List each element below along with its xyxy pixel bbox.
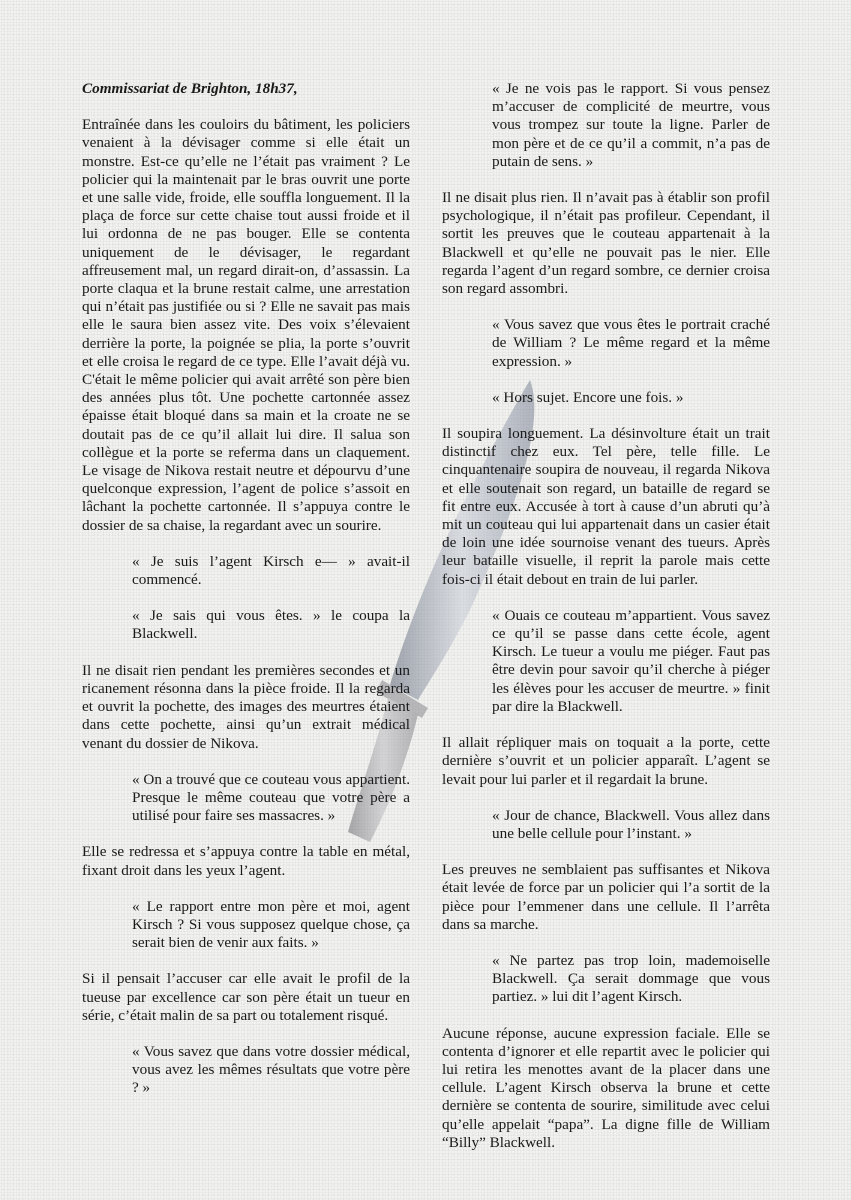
paragraph: Il allait répliquer mais on toquait a la porte, cette dernière s’ouvrit et un policier apparaît. L’agent se levait pour lui parler et il regardait la brune. [442,734,770,788]
scene-heading: Commissariat de Brighton, 18h37, [82,80,298,97]
paragraph: Il soupira longuement. La désinvolture était un trait distinctif chez eux. Tel père, telle fille. Le cinquantenaire soupira de nouveau, il regarda Nikova et elle soutenait son regard, un bataille de regard se fit entre eux. Accusée à tort à cause d’un abruti qu’à mit un couteau qui lui appartenait dans un casier était de loin une idée sournoise venant des tueurs. Après leur bataille visuelle, il reprit la parole mais cette fois-ci il était debout en train de lui parler. [442,425,770,588]
dialog-line: « Vous savez que vous êtes le portrait craché de William ? Le même regard et la même expression. » [492,316,770,370]
dialog-line: « Je suis l’agent Kirsch e— » avait-il commencé. [132,552,410,589]
dialog-line: « Le rapport entre mon père et moi, agent Kirsch ? Si vous supposez quelque chose, ça serait bien de venir aux faits. » [132,897,410,952]
left-column [82,80,410,1116]
dialog-line: « Je ne vois pas le rapport. Si vous pensez m’accuser de complicité de meurtre, vous vous trompez sur toute la ligne. Parler de mon père et de ce qu’il a commit, n’a pas de putain de sens. » [492,80,770,170]
dialog-line: « Je sais qui vous êtes. » le coupa la Blackwell. [132,607,410,643]
paragraph: Il ne disait rien pendant les premières secondes et un ricanement résonna dans la pièce froide. Il la regarda et ouvrit la pochette, des images des meurtres étaient dans cette pochette, ainsi qu’un extrait médical venant du dossier de Nikova. [82,661,410,752]
dialog-line: « Jour de chance, Blackwell. Vous allez dans une belle cellule pour l’instant. » [492,806,770,842]
dialog-line: « Vous savez que dans votre dossier médical, vous avez les mêmes résultats que votre père ? » [132,1042,410,1097]
paragraph: Entraînée dans les couloirs du bâtiment, les policiers venaient à la dévisager comme si elle était un monstre. Est-ce qu’elle ne l’était pas vraiment ? Le policier qui la maintenait par le bras ouvrit une porte et une salle vide, froide, elle souffla longuement. Il la plaça de force sur cette chaise tout aussi froide et il lui ordonna de ne pas bouger. Elle se contenta uniquement de le dévisager, le regardant affreusement mal, un regard dirait-on, d’assassin. La porte claqua et la brune restait calme, une arrestation qui n’était pas justifiée ou si ? Elle ne savait pas mais elle le saura bien assez vite. Des voix s’élevaient derrière la porte, la poignée se plia, la porte s’ouvrit et elle croisa le regard de ce type. Elle l’avait déjà vu. C'était le même policier qui avait arrêté son père bien des années plus tôt. Une pochette cartonnée assez épaisse était bloqué dans sa main et la croate ne se doutait pas de ce qu’il allait lui dire. Il salua son collègue et la porte se referma dans un claquement. Le visage de Nikova restait neutre et dépourvu d’une quelconque expression, l’agent de police s’assoit en lâchant la pochette cartonnée. Il s’appuya contre le dossier de sa chaise, la regardant avec un sourire. [82,116,410,534]
paragraph: Si il pensait l’accuser car elle avait le profil de la tueuse par excellence car son père était un tueur en série, c’était malin de sa part ou totalement risqué. [82,970,410,1024]
dialog-line: « Ouais ce couteau m’appartient. Vous savez ce qu’il se passe dans cette école, agent Kirsch. Le tueur a voulu me piéger. Faut pas être devin pour savoir qu’il cherche à piéger les élèves pour les accuser de meurtre. » finit par dire la Blackwell. [492,606,770,715]
paragraph: Aucune réponse, aucune expression faciale. Elle se contenta d’ignorer et elle repartit avec le policier qui lui retira les menottes avant de la placer dans une cellule. L’agent Kirsch observa la brune et cette dernière se contenta de sourire, similitude avec celui qu’elle appelait “papa”. La digne fille de William “Billy” Blackwell. [442,1024,770,1151]
paragraph: Les preuves ne semblaient pas suffisantes et Nikova était levée de force par un policier qui l’a sortit de la pièce pour l’emmener dans une cellule. Il l’arrêta dans sa marche. [442,861,770,933]
paragraph: Il ne disait plus rien. Il n’avait pas à établir son profil psychologique, il n’était pas profileur. Cependant, il sortit les preuves que le couteau appartenait à la Blackwell et qu’elle ne pouvait pas le nier. Elle regarda l’agent d’un regard sombre, ce dernier croisa son regard assombri. [442,189,770,298]
paragraph: Elle se redressa et s’appuya contre la table en métal, fixant droit dans les yeux l’agent. [82,843,410,879]
dialog-line: « Ne partez pas trop loin, mademoiselle Blackwell. Ça serait dommage que vous partiez. » lui dit l’agent Kirsch. [492,951,770,1006]
right-column [442,80,770,1170]
dialog-line: « On a trouvé que ce couteau vous appartient. Presque le même couteau que votre père a utilisé pour faire ses massacres. » [132,770,410,825]
dialog-line: « Hors sujet. Encore une fois. » [492,388,684,406]
